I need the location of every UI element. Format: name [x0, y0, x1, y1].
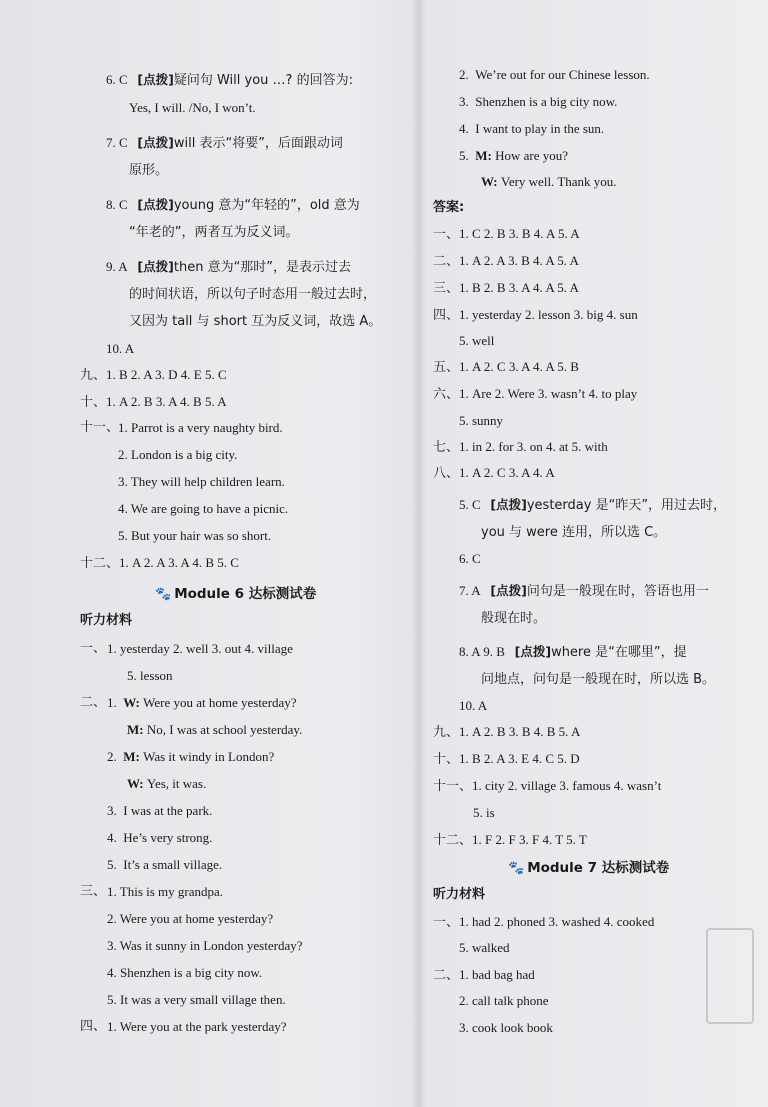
- section-11-item: 2. London is a big city.: [118, 447, 238, 462]
- m7-part1-line1: 一、1. had 2. phoned 3. washed 4. cooked: [433, 914, 655, 929]
- answer-q6: 6. C [点拨]疑问句 Will you …? 的回答为:: [106, 72, 353, 88]
- answers-section-4-cont: 5. well: [459, 333, 495, 348]
- answers-section-11-cont: 5. is: [473, 805, 495, 820]
- answers-section-11: 十一、1. city 2. village 3. famous 4. wasn’t: [433, 778, 662, 793]
- m6-part2-label: 二、: [80, 695, 107, 710]
- answers-heading: 答案:: [433, 200, 465, 215]
- m7-part2-line2: 2. call talk phone: [459, 993, 549, 1008]
- m6-part4-item: W: Very well. Thank you.: [481, 174, 617, 189]
- m7-part2-line3: 3. cook look book: [459, 1020, 553, 1035]
- listening-material-heading: 听力材料: [80, 613, 133, 628]
- m6-part4-label: 四、: [80, 1019, 107, 1034]
- section-11-item: 3. They will help children learn.: [118, 474, 285, 489]
- section-9-answers: 九、1. B 2. A 3. D 4. E 5. C: [80, 367, 227, 382]
- module-7-title: 🐾 Module 7 达标测试卷: [508, 860, 670, 876]
- section-12-answers: 十二、1. A 2. A 3. A 4. B 5. C: [80, 555, 239, 570]
- answers-section-7: 七、1. in 2. for 3. on 4. at 5. with: [433, 439, 608, 454]
- answers-section-9: 九、1. A 2. B 3. B 4. B 5. A: [433, 724, 581, 739]
- answers-section-8: 八、1. A 2. C 3. A 4. A: [433, 465, 555, 480]
- answers-section-6-cont: 5. sunny: [459, 413, 504, 428]
- answer-q8-cont: “年老的”，两者互为反义词。: [129, 225, 299, 240]
- answer-q10: 10. A: [106, 341, 135, 356]
- answers-section-5: 五、1. A 2. C 3. A 4. A 5. B: [433, 359, 579, 374]
- answers-8-q8-cont: 问地点，问句是一般现在时，所以选 B。: [481, 672, 716, 687]
- answers-section-10: 十、1. B 2. A 3. E 4. C 5. D: [433, 751, 580, 766]
- paw-icon: 🐾: [155, 587, 172, 602]
- answers-section-12: 十二、1. F 2. F 3. F 4. T 5. T: [433, 832, 587, 847]
- module-6-title: 🐾 Module 6 达标测试卷: [155, 586, 317, 602]
- listening-material-heading: 听力材料: [433, 887, 486, 902]
- m6-part3-item: 1. This is my grandpa.: [107, 884, 224, 899]
- m7-part1-line2: 5. walked: [459, 940, 510, 955]
- book-gutter: [412, 0, 426, 1107]
- dialogue-line: 1. W: Were you at home yesterday?: [107, 695, 297, 710]
- dialogue-line: 5. It’s a small village.: [107, 857, 223, 872]
- seal-stamp: [706, 928, 754, 1024]
- section-11-item: 5. But your hair was so short.: [118, 528, 272, 543]
- answer-q7-cont: 原形。: [129, 163, 169, 178]
- answers-section-4: 四、1. yesterday 2. lesson 3. big 4. sun: [433, 307, 638, 322]
- section-11-item: 1. Parrot is a very naughty bird.: [118, 420, 283, 435]
- dialogue-line: 2. M: Was it windy in London?: [107, 749, 275, 764]
- answers-8-q10: 10. A: [459, 698, 488, 713]
- answers-section-2: 二、1. A 2. A 3. B 4. A 5. A: [433, 253, 579, 268]
- section-11-item: 4. We are going to have a picnic.: [118, 501, 289, 516]
- answer-q8: 8. C [点拨]young 意为“年轻的”，old 意为: [106, 197, 360, 213]
- answer-q9-cont1: 的时间状语，所以句子时态用一般过去时，: [129, 287, 377, 302]
- answers-8-q8-q9: 8. A 9. B [点拨]where 是“在哪里”，提: [459, 644, 687, 660]
- answers-section-1: 一、1. C 2. B 3. B 4. A 5. A: [433, 226, 580, 241]
- section-11-label: 十一、: [80, 420, 120, 435]
- m6-part1-line2: 5. lesson: [127, 668, 173, 683]
- answer-q9-cont2: 又因为 tall 与 short 互为反义词，故选 A。: [129, 314, 382, 329]
- m6-part4-item: 3. Shenzhen is a big city now.: [459, 94, 618, 109]
- m6-part3-item: 5. It was a very small village then.: [107, 992, 286, 1007]
- m6-part1-line1: 1. yesterday 2. well 3. out 4. village: [107, 641, 293, 656]
- answers-8-q7-cont: 般现在时。: [481, 611, 547, 626]
- m6-part4-item: 4. I want to play in the sun.: [459, 121, 605, 136]
- answer-q9: 9. A [点拨]then 意为“那时”，是表示过去: [106, 259, 352, 275]
- answers-8-q5: 5. C [点拨]yesterday 是“昨天”，用过去时，: [459, 497, 727, 513]
- section-10-answers: 十、1. A 2. B 3. A 4. B 5. A: [80, 394, 227, 409]
- answers-8-q7: 7. A [点拨]问句是一般现在时，答语也用一: [459, 583, 709, 599]
- dialogue-line: 4. He’s very strong.: [107, 830, 213, 845]
- answers-8-q5-cont: you 与 were 连用，所以选 C。: [481, 525, 667, 540]
- background-watermark: [728, 600, 768, 900]
- answers-section-3: 三、1. B 2. B 3. A 4. A 5. A: [433, 280, 579, 295]
- dialogue-line: M: No, I was at school yesterday.: [127, 722, 303, 737]
- m6-part3-item: 4. Shenzhen is a big city now.: [107, 965, 263, 980]
- m6-part3-item: 3. Was it sunny in London yesterday?: [107, 938, 303, 953]
- m6-part4-item: 5. M: How are you?: [459, 148, 569, 163]
- m6-part3-item: 2. Were you at home yesterday?: [107, 911, 274, 926]
- paw-icon: 🐾: [508, 861, 525, 876]
- answers-8-q6: 6. C: [459, 551, 481, 566]
- m6-part4-item: 2. We’re out for our Chinese lesson.: [459, 67, 650, 82]
- m7-part2-line1: 二、1. bad bag had: [433, 967, 535, 982]
- m6-part1-label: 一、: [80, 641, 107, 656]
- answer-q7: 7. C [点拨]will 表示“将要”，后面跟动词: [106, 135, 343, 151]
- m6-part4-item: 1. Were you at the park yesterday?: [107, 1019, 287, 1034]
- m6-part3-label: 三、: [80, 884, 107, 899]
- dialogue-line: 3. I was at the park.: [107, 803, 213, 818]
- answers-section-6: 六、1. Are 2. Were 3. wasn’t 4. to play: [433, 386, 638, 401]
- dialogue-line: W: Yes, it was.: [127, 776, 207, 791]
- answer-q6-cont: Yes, I will. /No, I won’t.: [129, 100, 256, 115]
